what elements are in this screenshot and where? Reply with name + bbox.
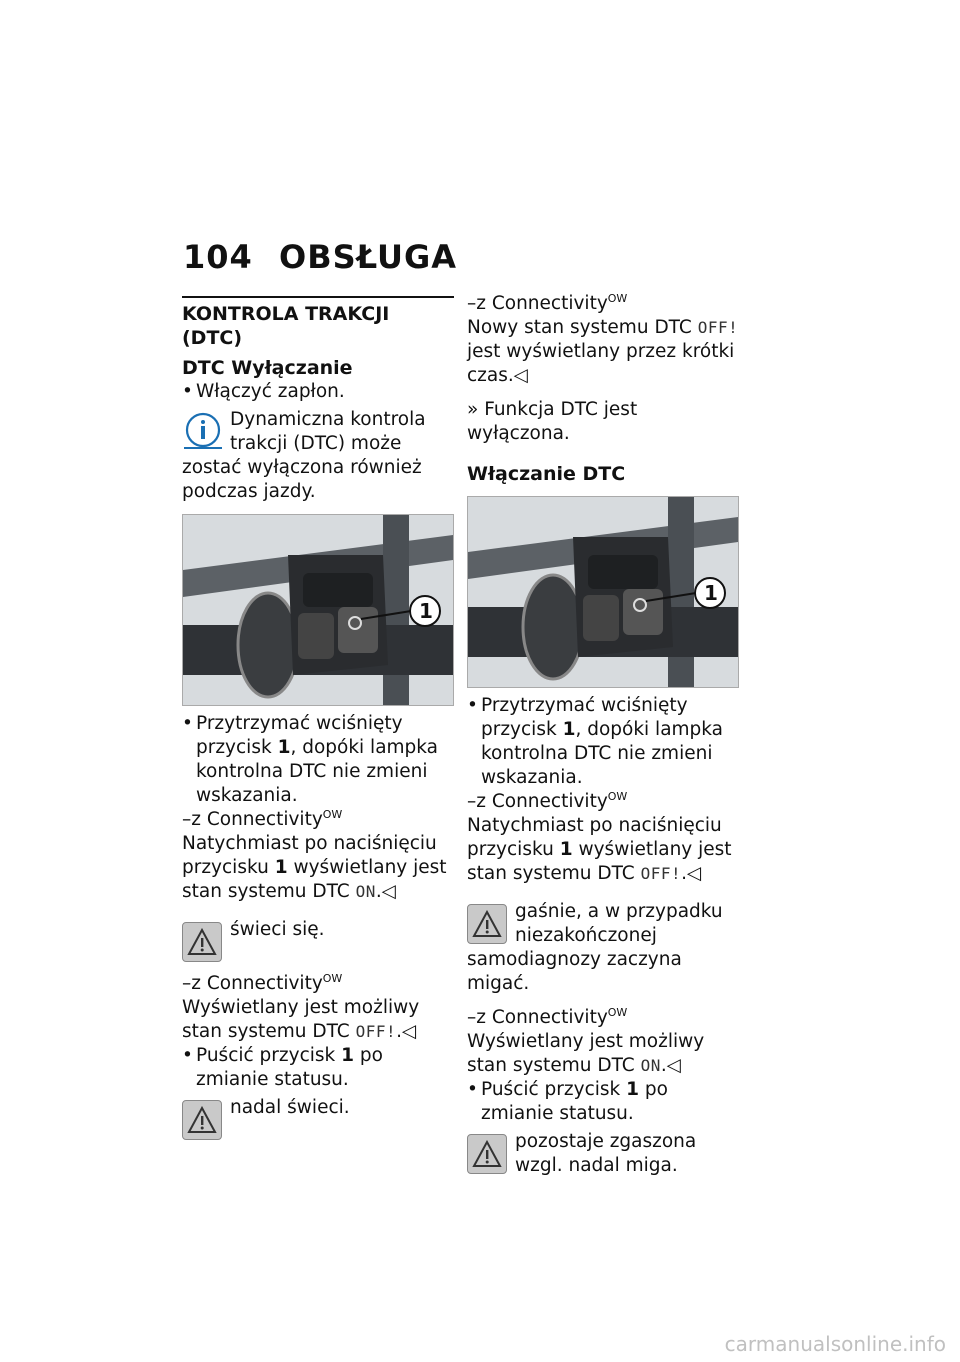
- section-title: KONTROLA TRAKCJI (DTC): [182, 296, 454, 350]
- page-header: [183, 238, 457, 276]
- status-code: OFF!: [355, 1022, 397, 1041]
- connectivity-prefix: –z Connectivity: [182, 973, 323, 994]
- connectivity-text: Natychmiast po naciśnięciu przycisku: [467, 815, 722, 860]
- step-hold-text-b: , dopóki lampka kontrolna DTC nie zmieni wskazania.: [196, 737, 439, 806]
- step-hold-button: [467, 694, 739, 790]
- button-ref: 1: [341, 1045, 354, 1066]
- warning-lamp-icon: [467, 904, 507, 944]
- step-release-text-b: po zmianie statusu.: [196, 1045, 383, 1090]
- connectivity-sup: OW: [607, 789, 628, 803]
- connectivity-prefix: –z Connectivity: [467, 1007, 608, 1028]
- button-ref: 1: [274, 857, 288, 878]
- connectivity-prefix: –z Connectivity: [467, 791, 608, 812]
- result-text: » Funkcja DTC jest wyłączona.: [467, 399, 638, 444]
- step-hold-text: Przytrzymać wciśnięty przycisk: [196, 713, 403, 758]
- status-code: OFF!: [697, 318, 739, 337]
- warning-lamp-text: pozostaje zgaszona wzgl. nadal miga.: [515, 1131, 697, 1176]
- info-note-text: Dynamiczna kontrola trakcji (DTC) może zostać wyłączona również podczas jazdy.: [182, 409, 426, 502]
- connectivity-note-0: [467, 292, 739, 388]
- callout-label: 1: [419, 599, 433, 623]
- connectivity-note-2: [467, 1006, 739, 1078]
- step-release-text: Puścić przycisk: [481, 1079, 627, 1100]
- warning-lamp-note-2: [467, 1130, 739, 1178]
- step-ignition: • Włączyć zapłon.: [182, 380, 454, 404]
- step-release-button: [467, 1078, 739, 1126]
- end-mark: .◁: [681, 863, 702, 884]
- subsection-title-dtc-off: DTC Wyłączanie: [182, 357, 353, 379]
- connectivity-note-1: [467, 790, 739, 886]
- connectivity-text: Natychmiast po naciśnięciu przycisku: [182, 833, 437, 878]
- connectivity-sup: OW: [322, 807, 343, 821]
- subsection-title-dtc-on: Włączanie DTC: [467, 463, 626, 485]
- right-column: [467, 292, 739, 1178]
- status-code: OFF!: [640, 864, 682, 883]
- connectivity-prefix: –z Connectivity: [182, 809, 323, 830]
- warning-lamp-note-2: [182, 1096, 454, 1140]
- connectivity-text: Nowy stan systemu DTC: [467, 317, 698, 338]
- handlebar-switch-image: [182, 514, 454, 706]
- page-number: 104: [183, 238, 253, 276]
- end-mark: .◁: [375, 881, 396, 902]
- button-ref: 1: [559, 839, 573, 860]
- status-code: ON: [640, 1056, 661, 1075]
- connectivity-note-1: [182, 808, 454, 904]
- connectivity-sup: OW: [607, 291, 628, 305]
- connectivity-sup: OW: [607, 1005, 628, 1019]
- step-release-button: [182, 1044, 454, 1092]
- warning-lamp-text: nadal świeci.: [230, 1097, 350, 1118]
- connectivity-sup: OW: [322, 971, 343, 985]
- handlebar-switch-image: [467, 496, 739, 688]
- warning-lamp-text: gaśnie, a w przypadku niezakończonej samodiagnozy zaczyna migać.: [467, 901, 723, 994]
- left-column: [182, 292, 454, 1140]
- warning-lamp-note-1: [467, 900, 739, 996]
- step-release-text: Puścić przycisk: [196, 1045, 342, 1066]
- connectivity-text-b: wyświetlany jest stan systemu DTC: [182, 857, 447, 902]
- step-hold-button: [182, 712, 454, 808]
- button-ref: 1: [626, 1079, 639, 1100]
- callout-label: 1: [704, 581, 718, 605]
- status-code: ON: [355, 882, 376, 901]
- warning-lamp-note-1: [182, 918, 454, 962]
- step-release-text-b: po zmianie statusu.: [481, 1079, 668, 1124]
- end-mark: .◁: [396, 1021, 417, 1042]
- warning-lamp-icon: [182, 1100, 222, 1140]
- connectivity-text-b: wyświetlany jest stan systemu DTC: [467, 839, 732, 884]
- warning-lamp-icon: [182, 922, 222, 962]
- step-hold-text-b: , dopóki lampka kontrolna DTC nie zmieni wskazania.: [481, 719, 724, 788]
- connectivity-prefix: –z Connectivity: [467, 293, 608, 314]
- button-ref: 1: [562, 719, 576, 740]
- end-mark: .◁: [660, 1055, 681, 1076]
- connectivity-text-b: jest wyświetlany przez krótki czas.◁: [467, 341, 735, 386]
- connectivity-text: Wyświetlany jest możliwy stan systemu DTC: [467, 1031, 705, 1076]
- warning-lamp-icon: [467, 1134, 507, 1174]
- button-ref: 1: [277, 737, 291, 758]
- connectivity-note-2: [182, 972, 454, 1044]
- info-icon: [182, 410, 224, 452]
- chapter-title: OBSŁUGA: [279, 238, 458, 276]
- info-note: [182, 408, 454, 504]
- step-hold-text: Przytrzymać wciśnięty przycisk: [481, 695, 688, 740]
- warning-lamp-text: świeci się.: [230, 919, 325, 940]
- connectivity-text: Wyświetlany jest możliwy stan systemu DTC: [182, 997, 420, 1042]
- watermark[interactable]: carmanualsonline.info: [724, 1332, 946, 1356]
